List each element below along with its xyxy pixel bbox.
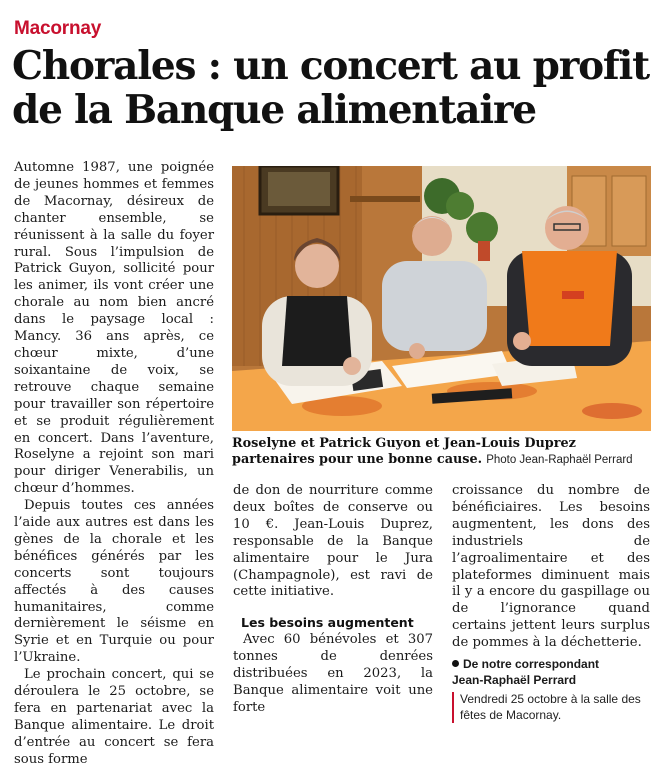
article-photo: [232, 166, 651, 431]
author-signature: [452, 656, 650, 688]
article-column-3: [452, 483, 650, 723]
photo-credit: Photo Jean-Raphaël Perrard: [486, 454, 633, 466]
body-paragraph-2: Depuis toutes ces années l’aide aux autres est dans les gènes de la chorale et les bénéfices générés par les concerts sont toujours affectés à des causes humanitaires, comme dernièrement le séisme en Syrie et en Turquie ou pour l’Ukraine.: [14, 498, 214, 666]
bullet-dot-icon: [452, 660, 459, 667]
caption-main-text: Roselyne et Patrick Guyon et Jean-Louis Duprez partenaires pour une bonne cause.: [232, 436, 576, 467]
body-paragraph-4: de don de nourriture comme deux boîtes de conserve ou 10 €. Jean-Louis Duprez, responsable de la Banque alimentaire pour le Jura (Champagnole), est ravi de cette initiative.: [233, 483, 433, 600]
photo-caption: [232, 436, 652, 468]
body-paragraph-3: Le prochain concert, qui se déroulera le 25 octobre, se fera en partenariat avec la Banque alimentaire. Le droit d’entrée au concert se fera sous forme: [14, 667, 214, 767]
article-column-2: [233, 483, 433, 717]
signature-name: Jean-Raphaël Perrard: [452, 673, 577, 688]
signature-role: De notre correspondant: [463, 657, 600, 672]
event-info: Vendredi 25 octobre à la salle des fêtes de Macornay.: [452, 692, 650, 723]
section-rubric: Macornay: [14, 18, 102, 39]
article-headline: Chorales : un concert au profit de la Banque alimentaire: [12, 43, 649, 133]
body-paragraph-5: Avec 60 bénévoles et 307 tonnes de denrées distribuées en 2023, la Banque alimentaire voit une forte: [233, 632, 433, 715]
body-paragraph-6: croissance du nombre de bénéficiaires. Les besoins augmentent, les dons des industriels de l’agroalimentaire et des plateformes diminuent mais il y a encore du gaspillage ou de l’ignorance quand certains jettent leurs surplus de pommes à la déchetterie.: [452, 483, 650, 651]
body-paragraph-1: Automne 1987, une poignée de jeunes hommes et femmes de Macornay, désireux de chanter ensemble, se réunissent à la salle du foyer rural. Sous l’impulsion de Patrick Guyon, sollicité pour les animer, ils vont créer une chorale au nom bien ancré dans le paysage local : Mancy. 36 ans après, ce chœur mixte, d’une soixantaine de voix, se retrouve chaque semaine pour travailler son répertoire et se produit régulièrement en concert. Dans l’aventure, Roselyne a rejoint son mari pour diriger Venerabilis, un chœur d’hommes.: [14, 160, 214, 497]
photo-illustration: [232, 166, 651, 431]
article-column-1: [14, 160, 214, 769]
article-subheading: Les besoins augmentent: [241, 615, 414, 631]
